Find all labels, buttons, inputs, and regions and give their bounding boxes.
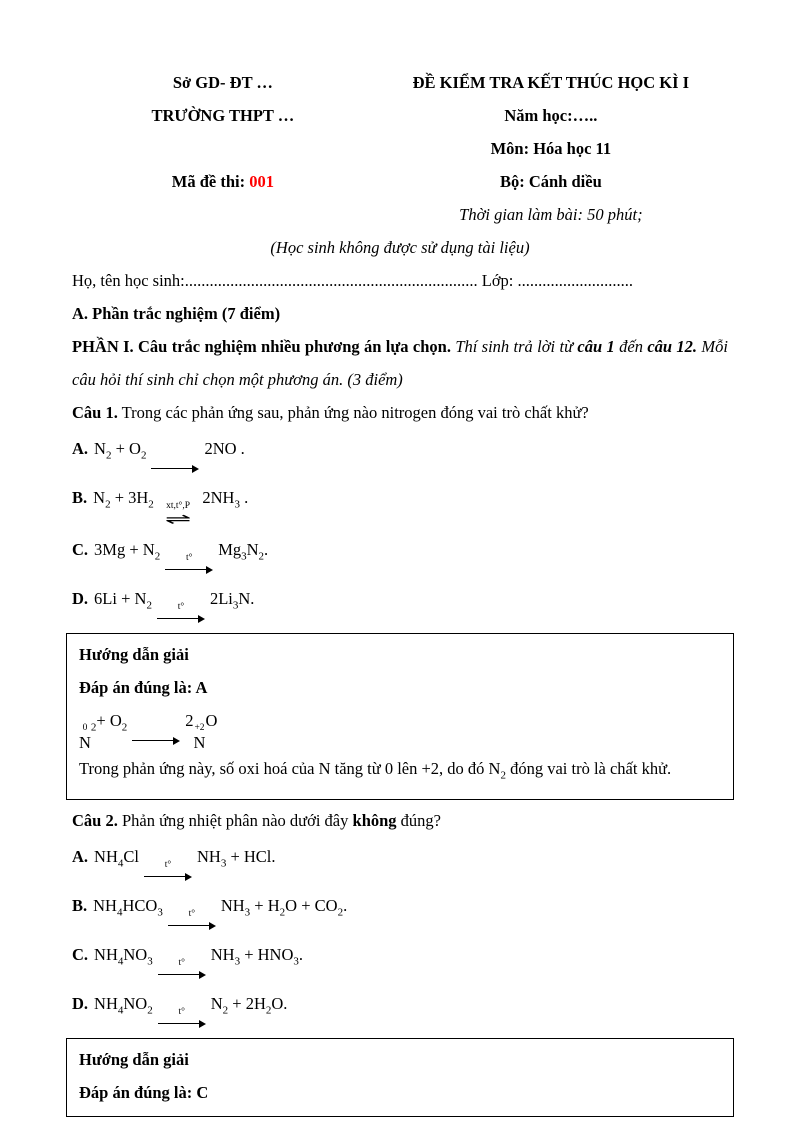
option-c-letter: C. (72, 540, 89, 559)
reaction-arrow-icon: t° (158, 958, 206, 981)
reaction-arrow-icon: t° (165, 553, 213, 576)
oxidation-state-atom: +2 N (193, 723, 206, 752)
option-d-letter: D. (72, 589, 89, 608)
option-a-letter: A. (72, 847, 89, 867)
reaction-arrow-icon (151, 452, 199, 475)
question-1-option-d (72, 579, 728, 628)
option-a-equation: $NH_4Cl$ t° $NH_3$ + HCl. (94, 847, 275, 866)
question-2-solution-box (66, 1038, 734, 1117)
option-c-equation: $NH_4NO_3$ t° $NH_3 + HNO_3$. (94, 945, 303, 964)
option-c-letter: C. (72, 945, 89, 965)
option-c-equation: $3Mg + N_2$ t° $Mg_3N_2$. (94, 540, 268, 559)
question-1-text (72, 396, 728, 429)
header-right (374, 66, 728, 231)
question-2-body: Phản ứng nhiệt phân nào dưới đây không đúng? (121, 811, 441, 831)
question-2-option-a (72, 837, 728, 886)
option-b-letter: B. (72, 896, 88, 916)
question-1 (72, 396, 728, 800)
section-a-heading: A. Phần trắc nghiệm (7 điểm) (72, 304, 281, 323)
reaction-arrow-icon: t° (157, 602, 205, 625)
part1-instructions: PHẦN I. Câu trắc nghiệm nhiều phương án lựa chọn. Thí sinh trả lời từ câu 1 đến câu 12. Mỗi câu hỏi thí sinh chỉ chọn một phương án. (3 điểm) (72, 337, 728, 389)
question-2-option-d (72, 984, 728, 1033)
department-name: Sở GD- ĐT … (172, 73, 273, 92)
question-1-solution-box (66, 633, 734, 800)
subject-line: Môn: Hóa học 11 (490, 139, 612, 158)
solution-equation: 0 N $_2+ O_2$ 2 +2 N O (79, 711, 218, 752)
exam-code-value: 001 (249, 172, 274, 191)
solution-explanation: Trong phản ứng này, số oxi hoá của N tăng từ 0 lên +2, do đó $N_2$ đóng vai trò là chất khử. (79, 759, 672, 782)
question-1-option-c (72, 530, 728, 579)
exam-header (72, 66, 728, 231)
reaction-arrow-icon: t° (158, 1007, 206, 1030)
no-materials-note: (Học sinh không được sử dụng tài liệu) (270, 238, 530, 257)
exam-code-label: Mã đề thi: (171, 172, 250, 191)
option-b-letter: B. (72, 488, 88, 507)
solution-answer: Đáp án đúng là: C (79, 1083, 209, 1103)
solution-title: Hướng dẫn giải (79, 1050, 189, 1070)
book-series-line: Bộ: Cánh diều (499, 172, 602, 191)
question-2-option-b (72, 886, 728, 935)
exam-title: ĐỀ KIỂM TRA KẾT THÚC HỌC KÌ I (412, 73, 690, 92)
equilibrium-arrow-icon: xt,t°,P ⇌ (164, 501, 192, 528)
option-a-equation: $N_2 + O_2$ 2NO . (94, 439, 245, 458)
option-b-equation: $N_2 + 3H_2$ xt,t°,P ⇌ $2NH_3$ . (93, 488, 249, 528)
reaction-arrow-icon: t° (168, 909, 216, 932)
solution-answer: Đáp án đúng là: A (79, 678, 208, 697)
option-b-equation: $NH_4HCO_3$ t° $NH_3 + H_2O + CO_2$. (93, 896, 347, 915)
header-left (72, 66, 374, 231)
question-1-body: Trong các phản ứng sau, phản ứng nào nitrogen đóng vai trò chất khử? (121, 403, 589, 422)
school-name: TRƯỜNG THPT … (151, 106, 295, 125)
question-2 (72, 804, 728, 1117)
reaction-arrow-icon (132, 724, 180, 747)
school-year: Năm học:….. (504, 106, 598, 125)
question-1-option-b (72, 478, 728, 530)
question-2-option-c (72, 935, 728, 984)
student-info-line: Họ, tên học sinh:....................................................................... Lớp: ............................ (72, 271, 633, 290)
header-spacer (72, 132, 374, 165)
option-d-letter: D. (72, 994, 89, 1014)
solution-title: Hướng dẫn giải (79, 645, 189, 664)
question-2-number: Câu 2. (72, 811, 118, 831)
question-1-option-a (72, 429, 728, 478)
option-d-equation: $6Li + N_2$ t° $2Li_3N$. (94, 589, 254, 608)
oxidation-state-atom: 0 N (79, 723, 91, 752)
question-1-number: Câu 1. (72, 403, 118, 422)
option-a-letter: A. (72, 439, 89, 458)
option-d-equation: $NH_4NO_2$ t° $N_2 + 2H_2O$. (94, 994, 287, 1013)
duration-line: Thời gian làm bài: 50 phút; (459, 205, 643, 224)
exam-code-line (72, 165, 374, 198)
reaction-arrow-icon: t° (144, 860, 192, 883)
question-2-text (72, 804, 728, 837)
